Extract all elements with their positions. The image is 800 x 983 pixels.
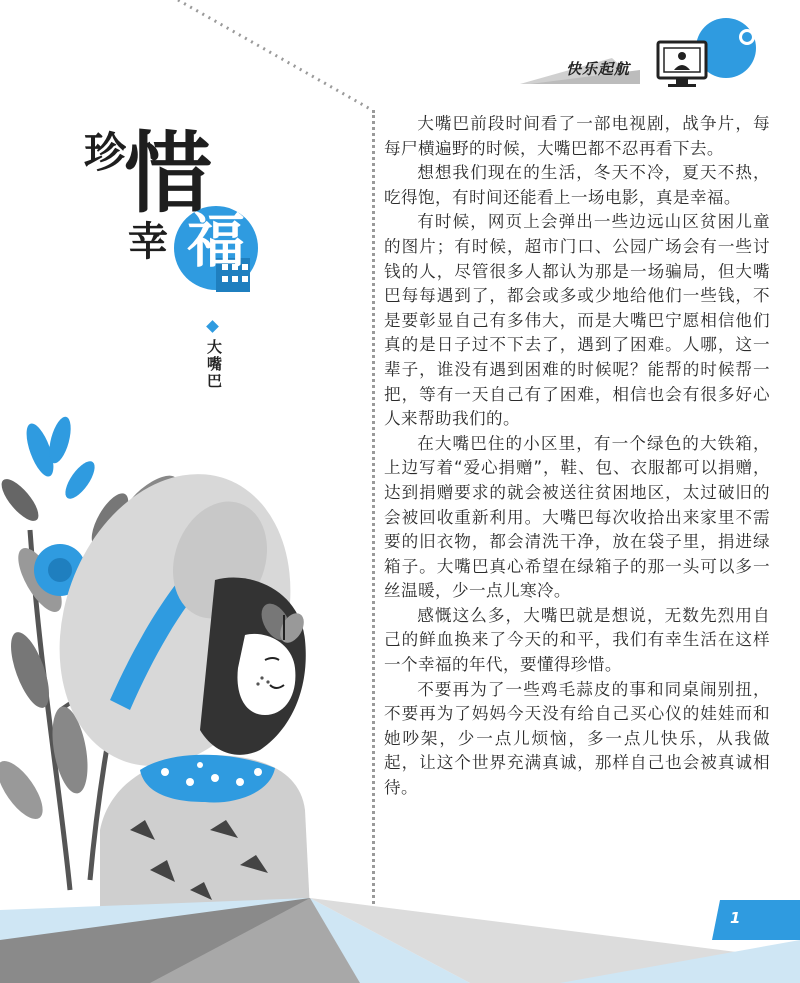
- title-char-4: 福: [187, 207, 246, 275]
- article-paragraph: 有时候，网页上会弹出一些边远山区贫困儿童的图片；有时候，超市门口、公园广场会有一些讨钱的人，尽管很多人都认为那是一场骗局，但大嘴巴每每遇到了，都会或多或少地给他们一些钱，不是要彰显自己有多伟大，而是大嘴巴宁愿相信他们真的是日子过不下去了，遇到了困难。人哪，这一辈子，谁没有遇到困难的时候呢？能帮的时候帮一把，等有一天自己有了困难，相信也会有很多好心人来帮助我们的。: [384, 212, 770, 429]
- title-char-2: 惜: [124, 122, 213, 225]
- computer-monitor-icon: [658, 42, 706, 87]
- article-paragraph: 感慨这么多，大嘴巴就是想说，无数先烈用自己的鲜血换来了今天的和平，我们有幸生活在这样一个幸福的年代，要懂得珍惜。: [384, 605, 770, 675]
- author-name: 大嘴巴: [205, 339, 223, 390]
- girl-head: [200, 578, 309, 755]
- article-paragraph: 大嘴巴前段时间看了一部电视剧，战争片，每每尸横遍野的时候，大嘴巴都不忍再看下去。: [384, 114, 770, 158]
- girl-with-flowers-illustration: [0, 410, 380, 910]
- article-paragraph: 在大嘴巴住的小区里，有一个绿色的大铁箱，上边写着“爱心捐赠”，鞋、包、衣服都可以捐赠，达到捐赠要求的就会被送往贫困地区，太过破旧的会被回收重新利用。大嘴巴每次收拾出来家里不需要的旧衣物，都会清洗干净，放在袋子里，捐进绿箱子。大嘴巴真心希望在绿箱子的那一头可以多一丝温暖，少一点儿寒冷。: [384, 433, 770, 601]
- diamond-bullet-icon: [206, 320, 219, 333]
- article-paragraph: 想想我们现在的生活，冬天不冷，夏天不热，吃得饱，有时间还能看上一场电影，真是幸福。: [384, 163, 770, 207]
- title-char-3: 幸: [128, 219, 168, 265]
- article-paragraph: 不要再为了一些鸡毛蒜皮的事和同桌闹别扭，不要再为了妈妈今天没有给自己买心仪的娃娃而和她吵架，少一点儿烦恼，多一点儿快乐，从我做起，让这个世界充满真诚，那样自己也会被真诚相待。: [384, 679, 770, 798]
- author-byline: [204, 322, 224, 390]
- article-body: [384, 112, 770, 801]
- column-tag: 快乐起航: [566, 60, 631, 78]
- footer-decoration: [0, 880, 800, 983]
- page-number: 1: [730, 909, 741, 927]
- title-char-1: 珍: [84, 128, 127, 177]
- header-decoration: [0, 0, 800, 120]
